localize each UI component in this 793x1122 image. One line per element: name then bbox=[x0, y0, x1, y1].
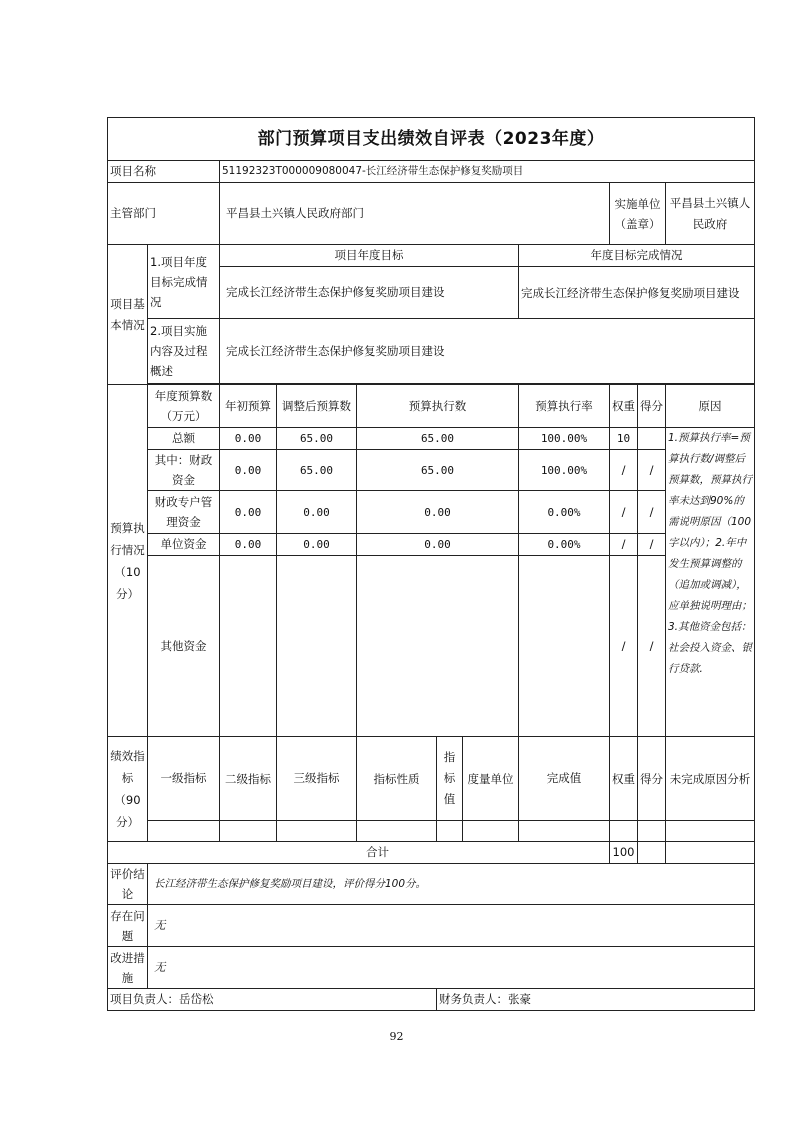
budget-row-score bbox=[638, 428, 666, 450]
perf-header-level2: 二级指标 bbox=[220, 737, 277, 821]
budget-row-adjusted: 65.00 bbox=[277, 450, 357, 491]
dept-value: 平昌县土兴镇人民政府部门 bbox=[220, 183, 610, 245]
budget-row-initial: 0.00 bbox=[220, 428, 277, 450]
budget-row-weight: / bbox=[610, 450, 638, 491]
form-title: 部门预算项目支出绩效自评表（2023年度） bbox=[108, 118, 755, 161]
perf-cell-empty bbox=[519, 821, 610, 842]
perf-header-score: 得分 bbox=[638, 737, 666, 821]
budget-header-adjusted: 调整后预算数 bbox=[277, 385, 357, 428]
perf-header-level3: 三级指标 bbox=[277, 737, 357, 821]
budget-header-initial: 年初预算 bbox=[220, 385, 277, 428]
budget-row-rate: 0.00% bbox=[519, 491, 610, 534]
perf-cell-empty bbox=[357, 821, 437, 842]
budget-row-executed: 0.00 bbox=[357, 534, 519, 556]
budget-row-weight: / bbox=[610, 491, 638, 534]
completion-value: 完成长江经济带生态保护修复奖励项目建设 bbox=[519, 267, 755, 319]
perf-cell-empty bbox=[666, 821, 755, 842]
budget-header-annual: 年度预算数（万元） bbox=[148, 385, 220, 428]
performance-self-evaluation-table bbox=[107, 117, 755, 1011]
budget-row-executed: 65.00 bbox=[357, 428, 519, 450]
perf-header-reason: 未完成原因分析 bbox=[666, 737, 755, 821]
budget-row-executed: 65.00 bbox=[357, 450, 519, 491]
budget-row-label: 其中：财政资金 bbox=[148, 450, 220, 491]
total-label: 合计 bbox=[108, 842, 610, 864]
perf-header-weight: 权重 bbox=[610, 737, 638, 821]
budget-row-label: 财政专户管理资金 bbox=[148, 491, 220, 534]
budget-row-adjusted: 65.00 bbox=[277, 428, 357, 450]
perf-header-value: 指标值 bbox=[437, 737, 463, 821]
budget-section-label: 预算执行情况（10分） bbox=[108, 385, 148, 737]
page-number: 92 bbox=[389, 1030, 404, 1043]
budget-row-executed: 0.00 bbox=[357, 491, 519, 534]
issues-value: 无 bbox=[148, 905, 755, 947]
perf-cell-empty bbox=[277, 821, 357, 842]
performance-section-label: 绩效指标（90分） bbox=[108, 737, 148, 842]
budget-row-weight: / bbox=[610, 534, 638, 556]
budget-row-score: / bbox=[638, 491, 666, 534]
perf-header-level1: 一级指标 bbox=[148, 737, 220, 821]
goal-value: 完成长江经济带生态保护修复奖励项目建设 bbox=[220, 267, 519, 319]
finance-lead: 财务负责人：张豪 bbox=[437, 989, 755, 1011]
perf-cell-empty bbox=[463, 821, 519, 842]
process-label: 2.项目实施内容及过程概述 bbox=[148, 319, 220, 384]
budget-row-score: / bbox=[638, 556, 666, 737]
goal-label: 1.项目年度目标完成情况 bbox=[148, 245, 220, 319]
budget-header-weight: 权重 bbox=[610, 385, 638, 428]
project-name-label: 项目名称 bbox=[108, 161, 220, 183]
budget-row-adjusted bbox=[277, 556, 357, 737]
budget-row-label: 其他资金 bbox=[148, 556, 220, 737]
perf-cell-empty bbox=[638, 821, 666, 842]
conclusion-value: 长江经济带生态保护修复奖励项目建设，评价得分100分。 bbox=[148, 864, 755, 905]
perf-header-nature: 指标性质 bbox=[357, 737, 437, 821]
budget-row-executed bbox=[357, 556, 519, 737]
budget-header-executed: 预算执行数 bbox=[357, 385, 519, 428]
completion-col-header: 年度目标完成情况 bbox=[519, 245, 755, 267]
project-lead: 项目负责人：岳岱松 bbox=[108, 989, 437, 1011]
issues-label: 存在问题 bbox=[108, 905, 148, 947]
budget-reason-note: 1.预算执行率=预算执行数/调整后预算数，预算执行率未达到90%的需说明原因（100字以内）；2.年中发生预算调整的（追加或调减），应单独说明理由；3.其他资金包括：社会投入资金、银行贷款. bbox=[666, 428, 755, 737]
goal-col-header: 项目年度目标 bbox=[220, 245, 519, 267]
basic-section-label: 项目基本情况 bbox=[108, 245, 148, 385]
budget-header-score: 得分 bbox=[638, 385, 666, 428]
perf-cell-empty bbox=[610, 821, 638, 842]
budget-header-rate: 预算执行率 bbox=[519, 385, 610, 428]
total-score bbox=[638, 842, 666, 864]
perf-header-unit: 度量单位 bbox=[463, 737, 519, 821]
budget-row-score: / bbox=[638, 534, 666, 556]
budget-row-score: / bbox=[638, 450, 666, 491]
budget-row-initial: 0.00 bbox=[220, 534, 277, 556]
budget-row-weight: / bbox=[610, 556, 638, 737]
improve-label: 改进措施 bbox=[108, 947, 148, 989]
budget-row-rate: 0.00% bbox=[519, 534, 610, 556]
budget-row-initial bbox=[220, 556, 277, 737]
improve-value: 无 bbox=[148, 947, 755, 989]
impl-unit-value: 平昌县土兴镇人民政府 bbox=[666, 183, 755, 245]
budget-header-reason: 原因 bbox=[666, 385, 755, 428]
budget-row-rate: 100.00% bbox=[519, 428, 610, 450]
budget-row-adjusted: 0.00 bbox=[277, 491, 357, 534]
perf-cell-empty bbox=[220, 821, 277, 842]
process-value: 完成长江经济带生态保护修复奖励项目建设 bbox=[220, 319, 755, 384]
perf-cell-empty bbox=[437, 821, 463, 842]
total-weight: 100 bbox=[610, 842, 638, 864]
perf-header-completed: 完成值 bbox=[519, 737, 610, 821]
budget-row-adjusted: 0.00 bbox=[277, 534, 357, 556]
dept-label: 主管部门 bbox=[108, 183, 220, 245]
impl-unit-label: 实施单位（盖章） bbox=[610, 183, 666, 245]
total-reason bbox=[666, 842, 755, 864]
budget-row-rate: 100.00% bbox=[519, 450, 610, 491]
budget-row-label: 总额 bbox=[148, 428, 220, 450]
budget-row-initial: 0.00 bbox=[220, 491, 277, 534]
budget-row-rate bbox=[519, 556, 610, 737]
budget-row-label: 单位资金 bbox=[148, 534, 220, 556]
perf-cell-empty bbox=[148, 821, 220, 842]
project-name-value: 51192323T000009080047-长江经济带生态保护修复奖励项目 bbox=[220, 161, 755, 183]
budget-row-initial: 0.00 bbox=[220, 450, 277, 491]
conclusion-label: 评价结论 bbox=[108, 864, 148, 905]
budget-row-weight: 10 bbox=[610, 428, 638, 450]
